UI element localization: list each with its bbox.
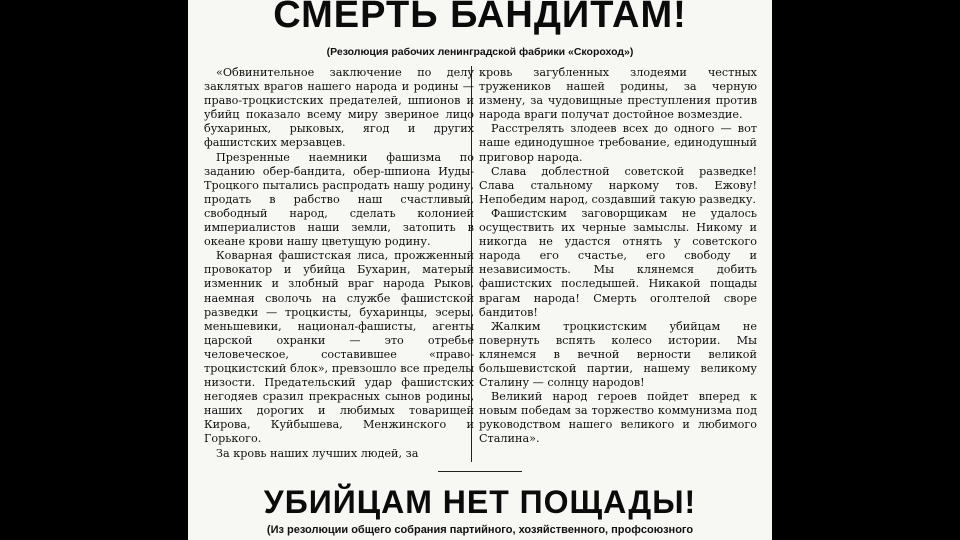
left-paragraph: Презренные наемники фашизма по заданию обер-бандита, обер-шпиона Иуды-Троцкого пытались распродать нашу родину, продать в рабство наш счастливый, свободный народ, сделать колонией империалистов наши земли, затопить в океане крови нашу цветущую родину. — [204, 150, 474, 249]
subheadline-bottom: (Из резолюции общего собрания партийного, хозяйственного, профсоюзного — [266, 524, 694, 536]
left-column — [204, 66, 474, 464]
section-divider — [438, 471, 522, 472]
right-paragraph: Великий народ героев пойдет вперед к новым победам за торжество коммунизма под руководством нашего великого и любимого Сталина». — [479, 390, 757, 446]
newspaper-clipping — [188, 0, 772, 540]
left-paragraph: «Обвинительное заключение по делу заклятых врагов нашего народа и родины — право-троцкистских предателей, шпионов и убийц показало всему миру звериное лицо бухариных, рыковых, ягод и других фашистских мерзавцев. — [204, 66, 474, 150]
headline-bottom: УБИЙЦАМ НЕТ ПОЩАДЫ! — [263, 484, 697, 520]
right-paragraph: Слава доблестной советской разведке! Слава стальному наркому тов. Ежову! Непобедим народ, создавший такую разведку. — [479, 164, 757, 206]
left-paragraph: За кровь наших лучших людей, за — [216, 446, 419, 460]
left-paragraph: Коварная фашистская лиса, прожженный провокатор и убийца Бухарин, матерый изменник и злобный враг народа Рыков, наемная сволочь на службе фашистской разведки — троцкисты, бухаринцы, эсеры, меньшевики, национал-фашисты, агенты царской охранки — это отребье человеческое, составившее «право-троцкистский блок», превзошло все пределы низости. Предательский удар фашистских негодяев сразил прекрасных сынов родины, наших дорогих и любимых товарищей Кирова, Куйбышева, Менжинского и Горького. — [204, 249, 474, 446]
right-paragraph: Жалким троцкистским убийцам не повернуть вспять колесо истории. Мы клянемся в вечной верности великой большевистской партии, нашему великому Сталину — солнцу народов! — [479, 319, 757, 390]
right-paragraph: кровь загубленных злодеями честных тружеников нашей родины, за черную измену, за чудовищные преступления против народа враги получат достойное возмездие. — [479, 66, 757, 122]
headline-top: СМЕРТЬ БАНДИТАМ! — [273, 0, 687, 36]
subheadline-top: (Резолюция рабочих ленинградской фабрики «Скороход») — [326, 46, 634, 58]
right-paragraph: Расстрелять злодеев всех до одного — вот наше единодушное требование, единодушный приговор народа. — [479, 122, 757, 164]
right-column — [479, 66, 757, 464]
right-paragraph: Фашистским заговорщикам не удалось осуществить их черные замыслы. Никому и никогда не удастся отнять у советского народа его счастье, его свободу и независимость. Мы клянемся добить фашистских последышей. Никакой пощады врагам народа! Смерть оголтелой своре бандитов! — [479, 206, 757, 319]
